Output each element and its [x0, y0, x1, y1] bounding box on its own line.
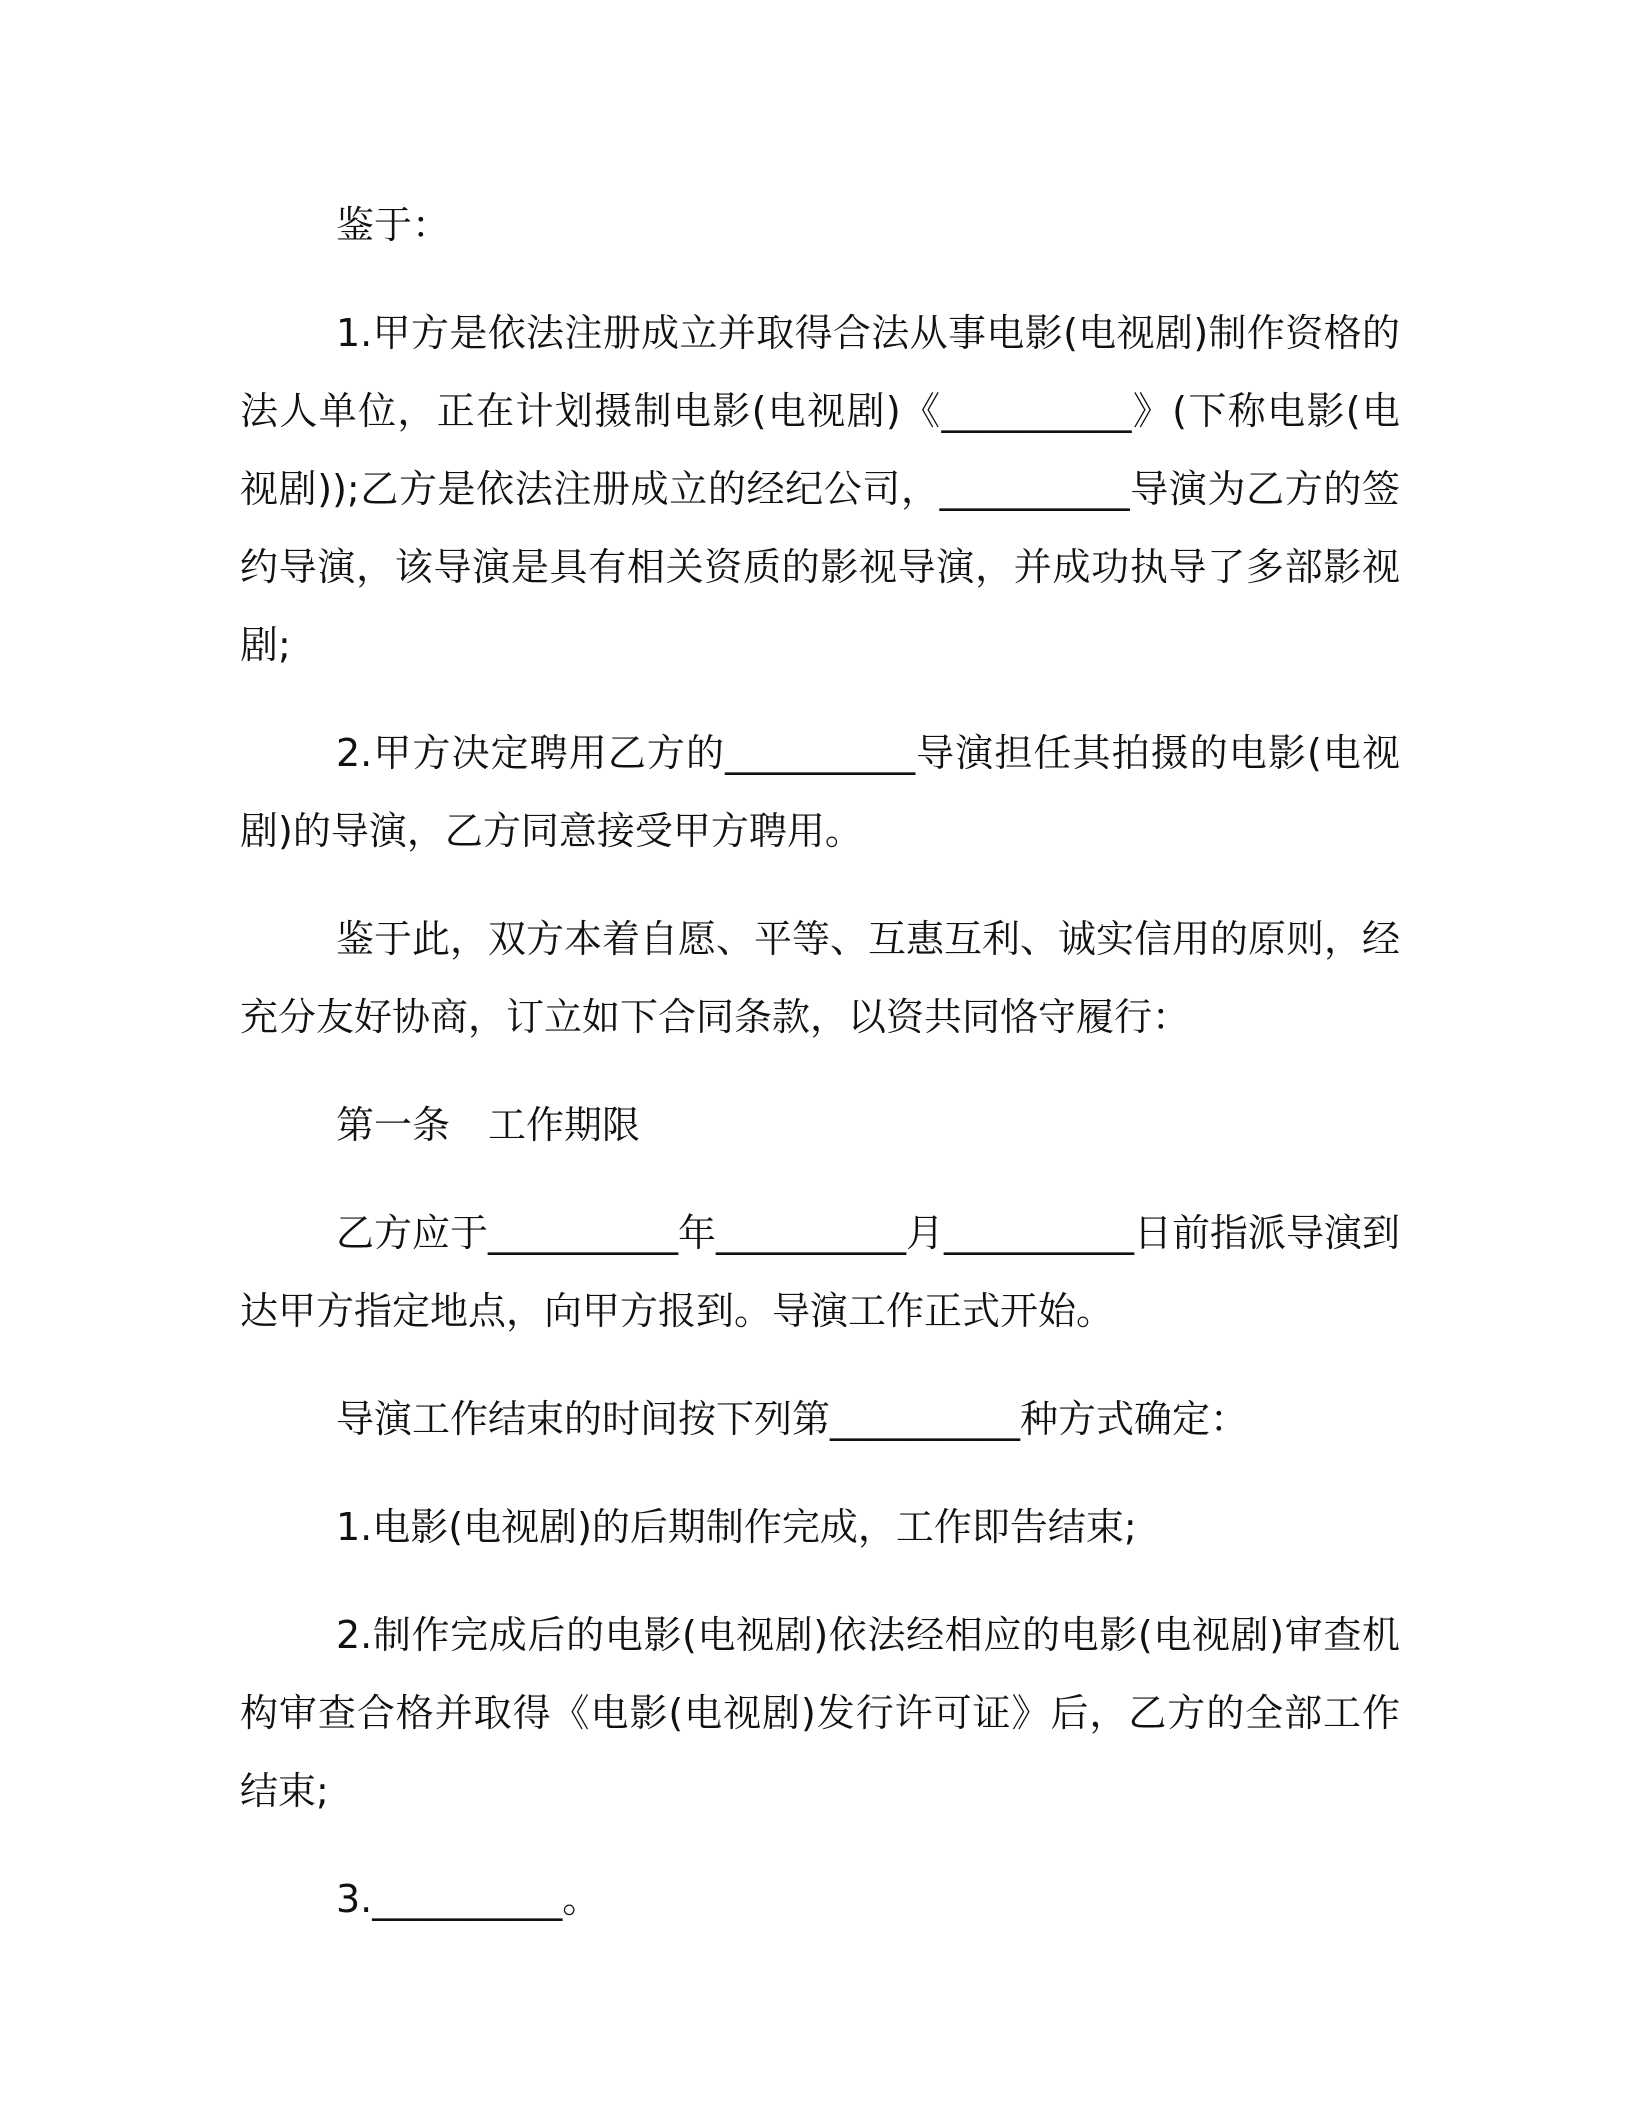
list-item-end-option-1: 1.电影(电视剧)的后期制作完成，工作即告结束; — [336, 1505, 1137, 1549]
paragraph-preamble: 鉴于： — [336, 203, 451, 247]
document-body — [240, 186, 1400, 1938]
list-item-end-option-2: 2.制作完成后的电影(电视剧)依法经相应的电影(电视剧)审查机构审查合格并取得《电影(电视剧)发行许可证》后，乙方的全部工作结束; — [240, 1613, 1400, 1813]
paragraph-agreement-intro: 鉴于此，双方本着自愿、平等、互惠互利、诚实信用的原则，经充分友好协商，订立如下合同条款，以资共同恪守履行： — [240, 917, 1401, 1039]
paragraph-end-method: 导演工作结束的时间按下列第__________种方式确定： — [336, 1397, 1249, 1441]
paragraph-recital-2: 2.甲方决定聘用乙方的__________导演担任其拍摄的电影(电视剧)的导演，乙方同意接受甲方聘用。 — [240, 731, 1400, 853]
list-item-end-option-3: 3.__________。 — [336, 1877, 601, 1921]
paragraph-start-date: 乙方应于__________年__________月__________日前指派导演到达甲方指定地点，向甲方报到。导演工作正式开始。 — [240, 1211, 1401, 1333]
article-1-heading: 第一条 工作期限 — [336, 1103, 641, 1147]
paragraph-recital-1: 1.甲方是依法注册成立并取得合法从事电影(电视剧)制作资格的法人单位，正在计划摄制电影(电视剧)《__________》(下称电影(电视剧));乙方是依法注册成立的经纪公司，__________导演为乙方的签约导演，该导演是具有相关资质的影视导演，并成功执导了多部影视剧; — [240, 311, 1400, 667]
